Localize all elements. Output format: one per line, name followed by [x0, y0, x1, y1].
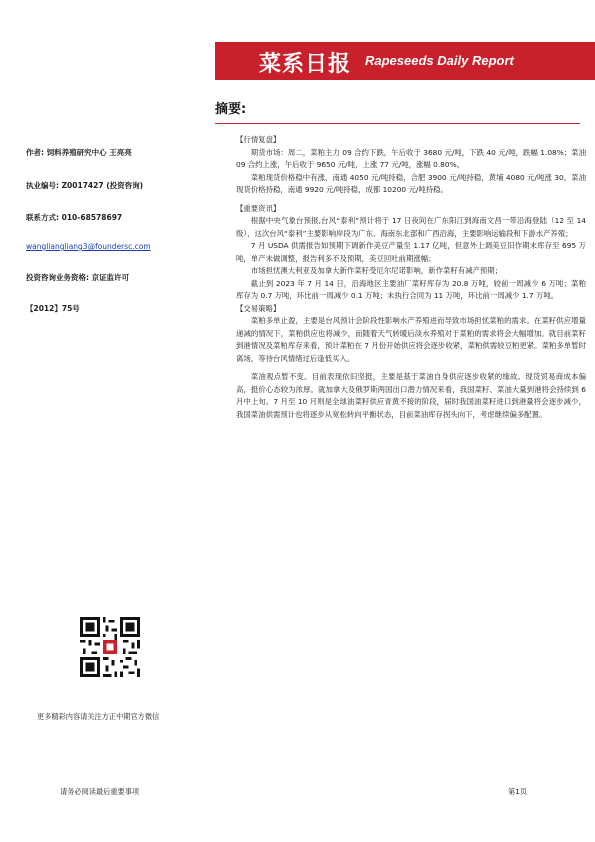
- qr-code-icon: [80, 617, 140, 677]
- report-title-en: Rapeseeds Daily Report: [365, 53, 514, 68]
- author-email-link[interactable]: wangliangliang3@foundersc.com: [26, 242, 151, 251]
- section-paragraph: 期货市场：周二，菜粕主力 09 合约下跌，午后收于 3680 元/吨，下跌 40 元/吨，跌幅 1.08%；菜油 09 合约上涨，午后收于 9650 元/吨，上涨 77 元/吨，涨幅 0.80%。: [236, 147, 586, 169]
- summary-divider: [215, 123, 580, 124]
- section-paragraph: 菜粕多单止盈，主要是台风预计会阶段性影响水产养殖进而导致市场担忧菜粕的需求。在菜籽供应增量递减的情况下，菜粕供应也将减少，而随着天气转暖后淡水养殖对于菜粕的需求将会大幅增加。就目前菜籽到港情况及菜粕库存来看，预计菜粕在 7 月份开始供应将会逐步收紧，菜粕供需较豆粕更紧。菜粕多单暂时离场，等待台风情绪过后逢低买入。: [236, 316, 586, 363]
- qr-caption: 更多精彩内容请关注方正中期官方微信: [37, 712, 160, 721]
- license-line: 执业编号: Z0017427 (投资咨询): [26, 181, 144, 190]
- section-paragraph: 菜油观点暂不变。目前表现依旧坚挺，主要是基于菜油自身供应逐步收紧的缘故。现货贸易商成本偏高，挺价心态较为浓厚。就加拿大及俄罗斯两国出口潜力情况来看，我国菜籽、菜油大量到港将会持续到 6 月中上旬。7 月至 10 月则是全球油菜籽供应青黄不接的阶段，届时我国油菜籽进口到港量将会逐步减少，我国菜油供需预计也将逐步从宽松转向平衡状态，目前菜油库存拐头向下，考虑继续偏多配置。: [236, 372, 586, 419]
- report-body: [236, 134, 586, 421]
- qualification-code: 【2012】75号: [26, 304, 80, 313]
- report-title-cn: 菜系日报: [259, 52, 352, 77]
- qualification-line: 投资咨询业务资格: 京证监许可: [26, 273, 130, 282]
- section-paragraph: 截止到 2023 年 7 月 14 日，沿海地区主要油厂菜籽库存为 20.8 万吨，较前一周减少 6 万吨；菜粕库存为 0.7 万吨，环比前一周减少 0.1 万吨；未执行合同为 11 万吨，环比前一周减少 1.7 万吨。: [236, 278, 586, 300]
- summary-heading: 摘要:: [215, 102, 247, 117]
- section-paragraph: 根据中央气象台预报,台风“泰利”预计将于 17 日夜间在广东阳江到海南文昌一带沿海登陆（12 至 14 级），这次台风“泰利”主要影响岸段为广东、海南东北部和广西沿海，主要影响运输段和下游水产养殖；: [236, 216, 586, 238]
- section-heading: 【重要资讯】: [236, 203, 281, 213]
- page-number: 第1页: [508, 787, 527, 796]
- report-banner: [215, 42, 595, 80]
- section-heading: 【行情复盘】: [236, 135, 281, 144]
- section-paragraph: 市场担忧澳大利亚及加拿大新作菜籽受厄尔尼诺影响，新作菜籽有减产预期；: [250, 266, 503, 275]
- section-paragraph: 菜粕现货价格稳中有涨，南通 4050 元/吨持稳，合肥 3900 元/吨持稳，黄埔 4080 元/吨涨 30。菜油现货价格持稳，南通 9920 元/吨持稳，成都 10200 元/吨持稳。: [236, 172, 586, 194]
- section-heading: 【交易策略】: [236, 303, 281, 313]
- author-line: 作者: 饲料养殖研究中心 王亮亮: [26, 148, 132, 157]
- contact-line: 联系方式: 010-68578697: [26, 213, 123, 222]
- section-paragraph: 7 月 USDA 供需报告如预期下调新作美豆产量至 1.17 亿吨，但意外上调美豆旧作期末库存至 695 万吨，单产未做调整，报告利多不及预期，美豆回吐前期涨幅；: [236, 241, 586, 263]
- footer-disclaimer: 请务必阅读最后重要事项: [60, 787, 140, 796]
